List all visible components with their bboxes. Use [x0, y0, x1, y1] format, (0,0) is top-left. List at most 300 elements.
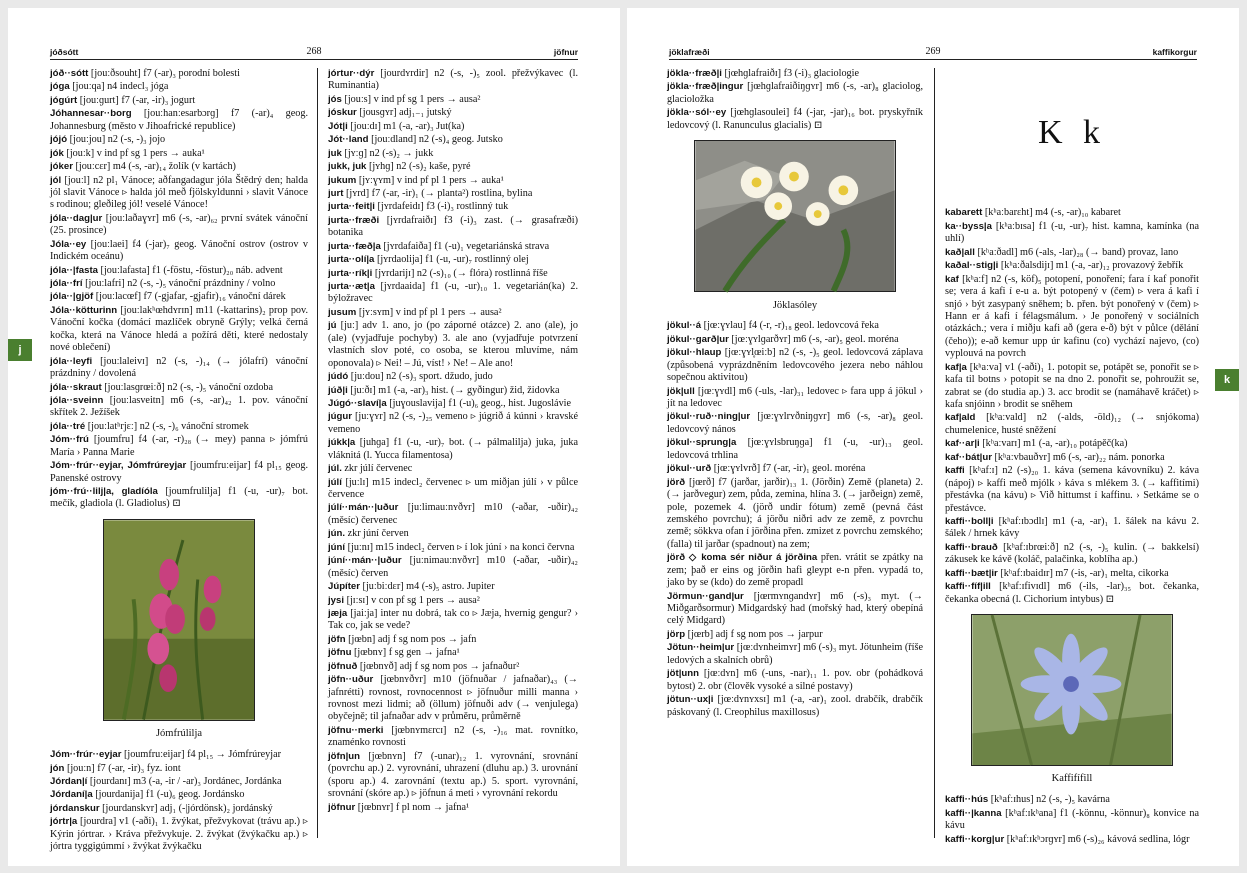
- entry-definition: [kʰafːɪkʰana] f1 (-könnu, -könnur)₈ konvice na kávu: [945, 807, 1199, 832]
- entry-definition: [jouːlaleivɪ] n2 (-s, -)₁₄ (→ jólafrí) vánoční prázdniny / dovolená: [50, 355, 308, 380]
- entry-headword: jóla··dag|ur: [50, 212, 103, 224]
- entry-definition: [kʰaːðadl] m6 (-als, -lar)₂₈ (→ band) provaz, lano: [974, 246, 1179, 258]
- dictionary-entry: [667, 552, 923, 589]
- entry-headword: kaf··ar|i: [945, 438, 980, 450]
- figure-gladiolus: [50, 519, 308, 741]
- entry-headword: júð|i: [328, 384, 348, 396]
- entry-definition: [jouːlacœf] f7 (-gjafar, -gjafir)₁₆ vánoční dárek: [93, 291, 286, 303]
- dictionary-entry: [328, 581, 578, 593]
- entry-list: [50, 749, 308, 854]
- dictionary-entry: [328, 281, 578, 306]
- entry-headword: jysi: [328, 594, 345, 606]
- entry-headword: kaf··bát|ur: [945, 451, 992, 463]
- entry-headword: jóla··skraut: [50, 381, 102, 393]
- entry-headword: Jóla··kötturinn: [50, 304, 118, 316]
- column-divider: [934, 68, 935, 838]
- entry-definition: [juhɡa] f1 (-u, -ur)₇ bot. (→ pálmalilja) juka, juka vláknitá (l. Yucca filamentosa): [328, 437, 578, 461]
- entry-definition: [kʰafːɪkʰɔrɡʏr] m6 (-s)₂₆ kávová sedlina, lógr: [1004, 833, 1190, 845]
- figure-caption: Kaffifífill: [1051, 773, 1093, 785]
- entry-headword: kaffi··brauð: [945, 541, 998, 553]
- entry-definition: [joumfru] f4 (-ar, -r)₂₈ (→ mey) panna ▹ jómfrú María › Panna Marie: [50, 434, 308, 458]
- entry-headword: kaðal··stig|i: [945, 260, 999, 272]
- entry-headword: jóð··sótt: [50, 68, 89, 79]
- dictionary-entry: [945, 794, 1199, 806]
- entry-definition: [jourdanskʏr] adj₁ (-|jórdönsk)₂ jordánský: [99, 802, 273, 814]
- header-guideword-first: jóðsótt: [50, 47, 79, 57]
- dictionary-entry: [328, 674, 578, 724]
- entry-definition: [jœːɣʏlɡarðʏr] m6 (-s, -ar)₅ geol. moréna: [728, 333, 899, 345]
- section-letter-heading: K k: [1037, 114, 1107, 151]
- entry-headword: kaffi··hús: [945, 794, 989, 806]
- dictionary-entry: [945, 207, 1199, 219]
- column-right: [945, 68, 1199, 845]
- figure-chicory: [945, 614, 1199, 786]
- dictionary-entry: [50, 395, 308, 420]
- entry-definition: [jouːdɪ] m1 (-a, -ar)₃ Jut(ka): [347, 120, 465, 132]
- entry-definition: [jouːlasɡrœiːð] n2 (-s, -)₅ vánoční ozdoba: [101, 381, 274, 393]
- entry-definition: [jouːqa] n4 indecl₃ jóga: [69, 81, 169, 93]
- dictionary-entry: [945, 581, 1199, 606]
- entry-definition: [jœːɣʏlsbruŋɡa] f1 (-u, -ur)₁₃ geol. ledovcová trhlina: [667, 437, 923, 461]
- header-guideword-last: kaffikorgur: [1152, 47, 1197, 57]
- entry-definition: [jouːɡurt] f7 (-ar, -ir)₃ jogurt: [77, 94, 196, 106]
- dictionary-entry: [50, 161, 308, 173]
- dictionary-entry: [328, 148, 578, 160]
- entry-definition: [kʰafːɪbrœiːð] n2 (-s, -)₅ kulin. (→ bakkelsí) zákusek ke kávě (koláč, palačinka, koblíha ap.): [945, 541, 1199, 566]
- entry-list: [328, 68, 578, 814]
- dictionary-entry: [667, 81, 923, 106]
- dictionary-entry: [50, 460, 308, 485]
- entry-headword: jukum: [328, 174, 357, 186]
- entry-headword: jöfnur: [328, 801, 356, 813]
- dictionary-entry: [945, 260, 1199, 272]
- dictionary-entry: [328, 107, 578, 119]
- dictionary-entry: [50, 789, 308, 801]
- entry-definition: [jœbnʏð] adj f sg nom pos → jafnaður²: [357, 660, 520, 672]
- dictionary-entry: [50, 175, 308, 212]
- entry-headword: jún.: [328, 528, 346, 540]
- entry-headword: kaf|ald: [945, 412, 976, 424]
- dictionary-entry: [667, 463, 923, 475]
- header-guideword-first: jöklafræði: [669, 47, 710, 57]
- entry-definition: [jœːdʏn] m6 (-uns, -nar)₁₁ 1. pov. obr (pohádková bytost) 2. obr (člověk vysoké a silné postavy): [667, 668, 923, 692]
- entry-definition: [jœːdʏnheimʏr] m6 (-s)₃ myt. Jötunheim (říše ledových a skalních obrů): [667, 642, 923, 666]
- entry-definition: [kʰafːɪbaidɪr] m7 (-is, -ar)₁ melta, cikorka: [997, 567, 1169, 579]
- entry-headword: Jót··land: [328, 134, 369, 146]
- dictionary-entry: [328, 94, 578, 106]
- dictionary-entry: [667, 642, 923, 667]
- entry-definition: [kʰaːðalsdijɪ] m1 (-a, -ar)₁₂ provazový žebřík: [998, 260, 1184, 272]
- entry-definition: [kʰaːva] v1 (-aði)₁ 1. potopit se, potápět se, ponořit se ▹ kafa til botns › potopit se na dno 2. ponořit se, pohroužit se, zabrat se (do studia ap.) 3. acc brodit se (namáhavě kráčet) ▹ kafa snjóinn › brodit se sněhem: [945, 361, 1199, 411]
- entry-headword: júdó: [328, 371, 349, 383]
- entry-definition: [jœːɣʏlrʏðniŋɡʏr] m6 (-s, -ar)₈ geol. ledovcový nános: [667, 411, 923, 435]
- entry-definition: [jourdʏrdir] n2 (-s, -)₅ zool. přežvýkavec (l. Ruminantia): [328, 68, 578, 92]
- entry-headword: kaf|a: [945, 361, 967, 373]
- dictionary-entry: [328, 608, 578, 633]
- dictionary-entry: [328, 188, 578, 200]
- dictionary-entry: [50, 291, 308, 303]
- dictionary-entry: [50, 278, 308, 290]
- dictionary-entry: [50, 95, 308, 107]
- entry-list: [667, 68, 923, 132]
- entry-headword: jökul··hlaup: [667, 347, 722, 359]
- entry-headword: jöfn: [328, 633, 346, 645]
- entry-headword: jöt|unn: [667, 668, 699, 680]
- entry-headword: jórdanskur: [50, 802, 100, 814]
- entry-definition: [jœːɣʏdl] m6 (-uls, -lar)₃₁ ledovec ▹ fara upp á jökul › jít na ledovec: [667, 385, 923, 410]
- entry-headword: jöfnuð: [328, 660, 358, 672]
- dictionary-entry: [328, 463, 578, 475]
- dictionary-entry: [328, 175, 578, 187]
- entry-definition: zkr júní červen: [345, 528, 409, 540]
- dictionary-entry: [328, 595, 578, 607]
- dictionary-entry: [328, 268, 578, 280]
- entry-definition: [jouːl] n2 pl₁ Vánoce; aðfangadagur jóla Štědrý den; halda jól slavit Vánoce ▹ halda jól með fjölskyldunni › slavit Vánoce s rodinou; gleðileg jól! veselé Vánoce!: [50, 174, 308, 211]
- entry-definition: [jourdanija] f1 (-u)₆ geog. Jordánsko: [92, 789, 245, 801]
- entry-headword: Jóm··frú: [50, 434, 89, 446]
- column-left: [667, 68, 923, 838]
- dictionary-entry: [667, 334, 923, 346]
- thumb-index-tab: k: [1215, 369, 1239, 391]
- entry-headword: jökla··fræð|i: [667, 68, 722, 79]
- entry-headword: júkk|a: [328, 437, 356, 449]
- entry-definition: [jʏrdaolija] f1 (-u, -ur)₇ rostlinný olej: [374, 254, 529, 266]
- entry-definition: [kʰaːf] n2 (-s, köf)₅ potopení, ponoření; fara í kaf ponořit se; vera á kafi í e-u a. být potopený v (čem) ▹ vera á kafi í snjó › být zasypaný sněhem; b. přen. být ponořený v (čem) ▹ Hann er á kafi í félagsmálum. › Je ponořený v sociálních otázkách.; vera í miðju kafi að (gera e-ð) být v půlce (dělání (čeho)); e-að kemur upp úr kafinu (co) vychází najevo, (co) vyplouvá na povrch: [945, 273, 1199, 360]
- dictionary-entry: [50, 486, 308, 511]
- dictionary-entry: [50, 148, 308, 160]
- entry-definition: [jœrb] adj f sg nom pos → jarpur: [685, 628, 823, 640]
- entry-definition: [jouːlasveitn] m6 (-s, -ar)₄₂ 1. pov. vánoční skřítek 2. Ježíšek: [50, 394, 308, 419]
- entry-definition: [jouːdland] n2 (-s)₄ geog. Jutsko: [368, 134, 503, 146]
- dictionary-entry: [667, 411, 923, 436]
- entry-definition: [jœhɡlafraiðiŋɡʏr] m6 (-s, -ar)₈ glaciolog, glacioložka: [667, 81, 923, 105]
- entry-definition: [jʏːsʏm] v ind pf pl 1 pers → ausa²: [356, 306, 502, 318]
- left-page: [8, 8, 620, 866]
- entry-headword: jóla··leyfi: [50, 355, 93, 367]
- dictionary-entry: [945, 438, 1199, 450]
- entry-headword: Jóhannesar··borg: [50, 108, 132, 120]
- dictionary-entry: [328, 542, 578, 554]
- dictionary-entry: [328, 647, 578, 659]
- entry-definition: [kʰafːɪbɔdlɪ] m1 (-a, -ar)₁ 1. šálek na kávu 2. šálek / hrnek kávy: [945, 515, 1199, 540]
- entry-definition: zkr júlí červenec: [341, 463, 413, 475]
- dictionary-entry: [667, 68, 923, 80]
- entry-headword: júlí··mán··|uður: [328, 502, 399, 514]
- entry-definition: [juːlɪ] m15 indecl₂ červenec ▹ um miðjan júlí › v půlce července: [328, 476, 578, 500]
- entry-headword: jukk, juk: [328, 161, 367, 173]
- entry-definition: [joumfrulilja] f1 (-u, -ur)₇ bot. mečík, gladiola (l. Gladiolus) ⊡: [50, 486, 308, 510]
- entry-headword: jökul··á: [667, 320, 702, 332]
- dictionary-entry: [50, 763, 308, 775]
- entry-headword: jón: [50, 762, 65, 774]
- entry-definition: [jɪːsɪ] v con pf sg 1 pers → ausa²: [344, 594, 480, 606]
- entry-definition: [jʏːɣʏm] v ind pf pl 1 pers → auka¹: [356, 174, 504, 186]
- entry-definition: [jouːlafri] n2 (-s, -)₅ vánoční prázdniny / volno: [82, 278, 276, 289]
- entry-headword: kaffi··bæt|ir: [945, 567, 998, 579]
- entry-definition: [jœhɡlasoulei] f4 (-jar, -jar)₁₆ bot. pryskyřník ledovcový (l. Ranunculus glacialis) ⊡: [667, 107, 923, 131]
- entry-headword: júní: [328, 541, 346, 553]
- entry-headword: jörð: [667, 476, 686, 488]
- entry-definition: [kʰaːvarɪ] m1 (-a, -ar)₁₀ potápěč(ka): [979, 438, 1128, 450]
- entry-headword: Jóm··frúr··eyjar, Jómfrúreyjar: [50, 460, 187, 472]
- entry-definition: přen. vrátit se zpátky na zem; það er eins og jörðin hafi gleypt e-n přen. vypadá to, jako by se (kdo) do země propadl: [667, 552, 923, 589]
- dictionary-entry: [328, 385, 578, 397]
- entry-definition: [jousɡʏr] adj₁₋₁ jutský: [356, 107, 452, 119]
- entry-definition: [juː] adv 1. ano, jo (po záporné otázce) 2. ano (ale), jo (ale) (vyjadřuje pochyby) 3. ale ano (vyjadřuje potvrzení vlastních slov poté, co osoba, se kterou mluvíme, nám oponovala) ▹ Nei! – Jú, víst! › Ne! – Ale ano!: [328, 320, 578, 369]
- entry-definition: [jouːk] v ind pf sg 1 pers → auka¹: [63, 147, 205, 159]
- entry-definition: [jœbn] adj f sg nom pos → jafn: [345, 633, 477, 645]
- dictionary-entry: [328, 751, 578, 801]
- entry-definition: [jʏrdaaida] f1 (-u, -ur)₁₀ 1. vegetarián(ka) 2. býložravec: [328, 281, 578, 305]
- entry-definition: [jouːs] v ind pf sg 1 pers → ausa²: [341, 93, 481, 105]
- dictionary-entry: [328, 634, 578, 646]
- dictionary-entry: [328, 241, 578, 253]
- entry-headword: jurta··fræði: [328, 214, 380, 226]
- entry-headword: júlí: [328, 476, 342, 488]
- entry-headword: jógúrt: [50, 94, 78, 106]
- entry-headword: Jót|i: [328, 120, 348, 132]
- entry-definition: [jʏhɡ] n2 (-s)₂ kaše, pyré: [366, 161, 471, 173]
- entry-definition: [jœːdʏnʏxsɪ] m1 (-a, -ar)₁ zool. drabčík, drabčík páskovaný (l. Creophilus maxillosus): [667, 694, 923, 718]
- entry-headword: jusum: [328, 306, 357, 318]
- entry-headword: jurta··feit|i: [328, 201, 375, 213]
- entry-definition: [jouːðsouht] f7 (-ar)₃ porodní bolesti: [88, 68, 240, 79]
- entry-headword: kaf: [945, 273, 959, 285]
- figure-caption: Jöklasóley: [772, 299, 818, 311]
- entry-headword: jórtur··dýr: [328, 68, 375, 79]
- entry-headword: Jötun··heim|ur: [667, 642, 735, 654]
- dictionary-entry: [667, 591, 923, 628]
- entry-headword: jóker: [50, 161, 73, 173]
- dictionary-entry: [50, 816, 308, 853]
- dictionary-entry: [50, 81, 308, 93]
- dictionary-entry: [667, 629, 923, 641]
- dictionary-entry: [50, 305, 308, 355]
- entry-definition: [jʏrdarijɪ] n2 (-s)₁₀ (→ flóra) rostlinná říše: [372, 267, 548, 279]
- entry-definition: [jœbnʏmɛrcɪ] n2 (-s, -)₁₆ mat. rovnítko, znaménko rovnosti: [328, 724, 578, 749]
- entry-definition: [jourdra] v1 (-aði)₁ 1. žvýkat, přežvykovat (trávu ap.) ▹ Kýrin jórtrar. › Kráva přežvykuje. 2. žvýkat (žvýkačku ap.) ▹ jórtra tyggigúmmí › žvýkat žvýkačku: [50, 816, 308, 853]
- entry-headword: jurta··olí|a: [328, 254, 375, 266]
- entry-headword: jökul··sprung|a: [667, 437, 737, 449]
- right-page: [627, 8, 1239, 866]
- entry-headword: jurta··æt|a: [328, 281, 375, 292]
- entry-definition: [juːlimauːnʏðʏr] m10 (-aðar, -uðir)₄₂ (měsíc) červenec: [328, 502, 578, 526]
- entry-headword: Júpíter: [328, 581, 360, 593]
- entry-definition: [jourdanɪ] m3 (-a, -ir / -ar)₃ Jordánec, Jordánka: [87, 775, 282, 787]
- entry-definition: [juːnɪ] m15 indecl₂ červen ▹ í lok júní › na konci června: [345, 541, 575, 553]
- dictionary-entry: [50, 776, 308, 788]
- entry-headword: jóskur: [328, 107, 357, 119]
- entry-headword: júl.: [328, 463, 342, 475]
- entry-headword: jöfnu··merki: [328, 724, 384, 736]
- entry-headword: jökul··garð|ur: [667, 333, 729, 345]
- entry-headword: jurta··fæð|a: [328, 240, 381, 252]
- dictionary-entry: [328, 134, 578, 146]
- entry-definition: [jœbnʏðʏr] m10 (jöfnuðar / jafnaðar)₄₃ (→ jafnrétti) rovnost, rovnocennost ▹ jöfnuður milli manna › rovnost mezi lidmi; að (öllum) jöfnuði adv (→ venjulega) obyčejně; til jafnaðar adv v průměru, průměrně: [328, 674, 578, 723]
- page-number: 268: [306, 46, 322, 57]
- running-header: [669, 42, 1197, 60]
- entry-headword: jók: [50, 147, 64, 159]
- dictionary-entry: [945, 808, 1199, 833]
- entry-headword: jökul··urð: [667, 463, 712, 475]
- entry-definition: [jʏrd] f7 (-ar, -ir)₁ (→ planta²) rostlina, bylina: [343, 187, 533, 199]
- entry-definition: [jœrmʏnɡandʏr] m6 (-s)₃ myt. (→ Miðgarðsormur) Midgardský had (mořský had, který obepíná celý Midgard): [667, 590, 923, 627]
- dictionary-entry: [328, 371, 578, 383]
- entry-definition: [jʏrdafeidɪ] f3 (-i)₃ rostlinný tuk: [374, 201, 509, 213]
- dictionary-entry: [50, 434, 308, 459]
- entry-headword: jójó: [50, 134, 68, 146]
- dictionary-entry: [667, 437, 923, 462]
- dictionary-entry: [328, 201, 578, 213]
- entry-definition: [jouːlatʰrjɛː] n2 (-s, -)₆ vánoční stromek: [85, 420, 249, 432]
- entry-definition: [jʏːɡ] n2 (-s)₂ → jukk: [341, 147, 434, 159]
- entry-definition: [jouːhanːesarbɔrɡ] f7 (-ar)₄ geog. Johannesburg (město v Jihoafrické republice): [50, 108, 308, 132]
- entry-headword: Jörmun··gand|ur: [667, 590, 744, 602]
- glacier-buttercup-photo: [694, 140, 896, 292]
- gladiolus-photo: [103, 519, 255, 721]
- dictionary-entry: [667, 668, 923, 693]
- entry-headword: jórtr|a: [50, 816, 78, 828]
- entry-headword: jurta··rík|i: [328, 267, 373, 279]
- entry-definition: [jœbnʏr] f pl nom → jafna¹: [355, 801, 470, 813]
- entry-definition: [jœbnʏn] f7 (-unar)₁₂ 1. vyrovnání, srovnání (povrchu ap.) 2. vyrovnání, uhrazení (dluhu ap.) 3. urovnání (sporu ap.) 4. zarovnání (textu ap.) 5. sport. vyrovnání, srovnání (skóre ap.) ▹ jöfnun á meti › vyrovnání rekordu: [328, 750, 578, 800]
- dictionary-entry: [328, 502, 578, 527]
- entry-headword: jóga: [50, 81, 70, 93]
- entry-definition: [jouːlaðaɣʏr] m6 (-s, -ar)₆₂ první svátek vánoční (25. prosince): [50, 212, 308, 237]
- entry-definition: [kʰafːɪ] n2 (-s)₂₀ 1. káva (semena kávovníku) 2. káva (nápoj) ▹ kaffi með mjólk › káva s mlékem 3. (→ kaffitími) přestávka (na kávu) ▹ Við hittumst í kaffinu. › Setkáme se o přestávce.: [945, 465, 1199, 514]
- dictionary-entry: [667, 694, 923, 719]
- dictionary-entry: [945, 247, 1199, 259]
- dictionary-entry: [945, 465, 1199, 515]
- entry-definition: [kʰaːvald] n2 (-alds, -öld)₁₂ (→ snjókoma) chumelenice, husté sněžení: [945, 412, 1199, 436]
- dictionary-entry: [328, 68, 578, 93]
- entry-definition: [jœːɣʏlvrð] f7 (-ar, -ir)₁ geol. moréna: [711, 463, 866, 475]
- entry-definition: [kʰaːbɪsa] f1 (-u, -ur)₇ hist. kamna, kamínka (na uhlí): [945, 220, 1199, 245]
- dictionary-entry: [328, 555, 578, 580]
- dictionary-entry: [945, 362, 1199, 412]
- entry-definition: [joumfruːeijar] f4 pl₁₅ → Jómfrúreyjar: [121, 749, 282, 761]
- entry-definition: [jœrð] f7 (jarðar, jarðir)₁₃ 1. (Jörðin) Země (planeta) 2. (→ jarðvegur) zem, půda, zemina, hlína 3. (→ jarðeign) země, pole, pozemek 4. (jörð undir fótum) země (pevná část zemského povrchu); á jörðu niðri adv ze země, z povrchu země; sökkva ofan í jörðina přen. zmizet z povrchu zemského; (falla) til jarðar (spadnout) na zem;: [667, 476, 923, 550]
- dictionary-entry: [945, 274, 1199, 361]
- entry-definition: [jouːlakʰœhdʏrɪn] m11 (-kattarins)₂ prop pov. Vánoční kočka (domácí mazlíček obryně Grýly; velká černá kočka, která na Vánoce hledá a požírá děti, které nedostaly nové oblečení): [50, 304, 308, 354]
- dictionary-entry: [667, 347, 923, 384]
- dictionary-entry: [328, 320, 578, 370]
- header-guideword-last: jöfnur: [553, 47, 578, 57]
- dictionary-entry: [667, 477, 923, 552]
- entry-definition: [jœːɣʏlau] f4 (-r, -r)₁₈ geol. ledovcová řeka: [701, 320, 879, 332]
- entry-definition: [kʰafːɪfivɪdl] m6 (-ils, -lar)₃₅ bot. čekanka, čekanka obecná (l. Cichorium intybus) ⊡: [945, 581, 1199, 605]
- entry-definition: [jœhɡlafraiðɪ] f3 (-i)₃ glaciologie: [721, 68, 859, 79]
- dictionary-entry: [50, 134, 308, 146]
- dictionary-entry: [328, 528, 578, 540]
- dictionary-entry: [945, 221, 1199, 246]
- entry-definition: [kʰaːbarɛht] m4 (-s, -ar)₁₀ kabaret: [982, 207, 1121, 219]
- entry-headword: ka··byss|a: [945, 220, 992, 232]
- dictionary-entry: [328, 161, 578, 173]
- dictionary-entry: [328, 411, 578, 436]
- dictionary-entry: [50, 213, 308, 238]
- entry-list: [945, 207, 1199, 606]
- entry-definition: [juːdou] n2 (-s)₃ sport. džudo, judo: [348, 371, 493, 383]
- figure-caption: Jómfrúlilja: [155, 728, 203, 740]
- entry-headword: jós: [328, 93, 342, 105]
- dictionary-entry: [328, 398, 578, 410]
- entry-headword: jöfn|un: [328, 750, 360, 762]
- entry-headword: kaffi: [945, 465, 965, 477]
- column-left: [50, 68, 308, 853]
- entry-definition: [juːnimauːnʏðʏr] m10 (-aðar, -uðir)₄₂ (měsíc) červen: [328, 555, 578, 579]
- dictionary-entry: [50, 803, 308, 815]
- entry-headword: kaffi··boll|i: [945, 515, 994, 527]
- dictionary-entry: [50, 382, 308, 394]
- entry-definition: [jouːlaei] f4 (-jar)₇ geog. Vánoční ostrov (ostrov v Indickém oceánu): [50, 238, 308, 263]
- entry-headword: kaffi··|kanna: [945, 807, 1002, 819]
- dictionary-entry: [50, 749, 308, 761]
- entry-definition: [jʏrdafaiða] f1 (-u)₁ vegetariánská strava: [380, 240, 550, 252]
- dictionary-entry: [328, 725, 578, 750]
- entry-headword: júní··mán··|uður: [328, 555, 402, 567]
- entry-list: [50, 68, 308, 511]
- running-header: [50, 42, 578, 60]
- entry-headword: jurt: [328, 187, 344, 199]
- dictionary-entry: [328, 437, 578, 462]
- entry-definition: [joumfruːeijar] f4 pl₁₅ geog. Panenské ostrovy: [50, 460, 308, 484]
- entry-definition: [jœbnʏ] f sg gen → jafna¹: [351, 647, 460, 659]
- entry-definition: [kʰafːɪhus] n2 (-s, -)₅ kavárna: [988, 794, 1110, 806]
- entry-headword: jóla··|gjöf: [50, 291, 94, 303]
- dictionary-entry: [945, 542, 1199, 567]
- chicory-photo: [971, 614, 1173, 766]
- page-number: 269: [925, 46, 941, 57]
- entry-definition: [jouːcɛr] m4 (-s, -ar)₁₄ žolík (v kartách): [72, 161, 236, 173]
- column-right: [328, 68, 578, 838]
- dictionary-entry: [945, 834, 1199, 846]
- entry-headword: jóla··frí: [50, 278, 83, 289]
- entry-headword: jörð ◇ koma sér niður á jörðina: [667, 552, 818, 564]
- dictionary-entry: [50, 108, 308, 133]
- entry-definition: [juːɣʏr] n2 (-s, -)₂₅ vemeno ▹ júgrið á kúnni › kravské vemeno: [328, 411, 578, 435]
- entry-headword: kabarett: [945, 207, 983, 219]
- entry-headword: jól: [50, 174, 62, 186]
- dictionary-entry: [328, 661, 578, 673]
- entry-headword: Júgó··slaví|a: [328, 397, 387, 409]
- entry-list: [945, 794, 1199, 846]
- dictionary-entry: [328, 477, 578, 502]
- entry-definition: [jouːn] f7 (-ar, -ir)₃ fyz. iont: [64, 762, 181, 774]
- entry-headword: jörp: [667, 628, 686, 640]
- entry-headword: juk: [328, 147, 342, 159]
- entry-headword: jöfn··uður: [328, 674, 374, 686]
- dictionary-entry: [667, 320, 923, 332]
- entry-headword: kaffi··korg|ur: [945, 833, 1005, 845]
- dictionary-entry: [328, 254, 578, 266]
- entry-headword: jóla··|fasta: [50, 264, 98, 276]
- entry-headword: jú: [328, 320, 337, 332]
- entry-headword: jökla··fræð|ingur: [667, 81, 744, 93]
- entry-headword: jóla··sveinn: [50, 394, 104, 406]
- entry-headword: jóla··tré: [50, 420, 86, 432]
- entry-list: [667, 320, 923, 719]
- entry-definition: [juːðɪ] m1 (-a, -ar)₃ hist. (→ gyðingur) žid, židovka: [347, 384, 560, 396]
- entry-definition: [juːbiːdɛr] m4 (-s)₅ astro. Jupiter: [360, 581, 495, 593]
- dictionary-entry: [50, 421, 308, 433]
- entry-headword: jötun··ux|i: [667, 694, 714, 706]
- entry-definition: [jouːjou] n2 (-s, -)₃ jojo: [67, 134, 166, 146]
- entry-headword: jök|ull: [667, 385, 695, 397]
- figure-glacier-buttercup: [667, 140, 923, 312]
- entry-headword: jökul··ruð··ning|ur: [667, 411, 751, 423]
- dictionary-entry: [50, 356, 308, 381]
